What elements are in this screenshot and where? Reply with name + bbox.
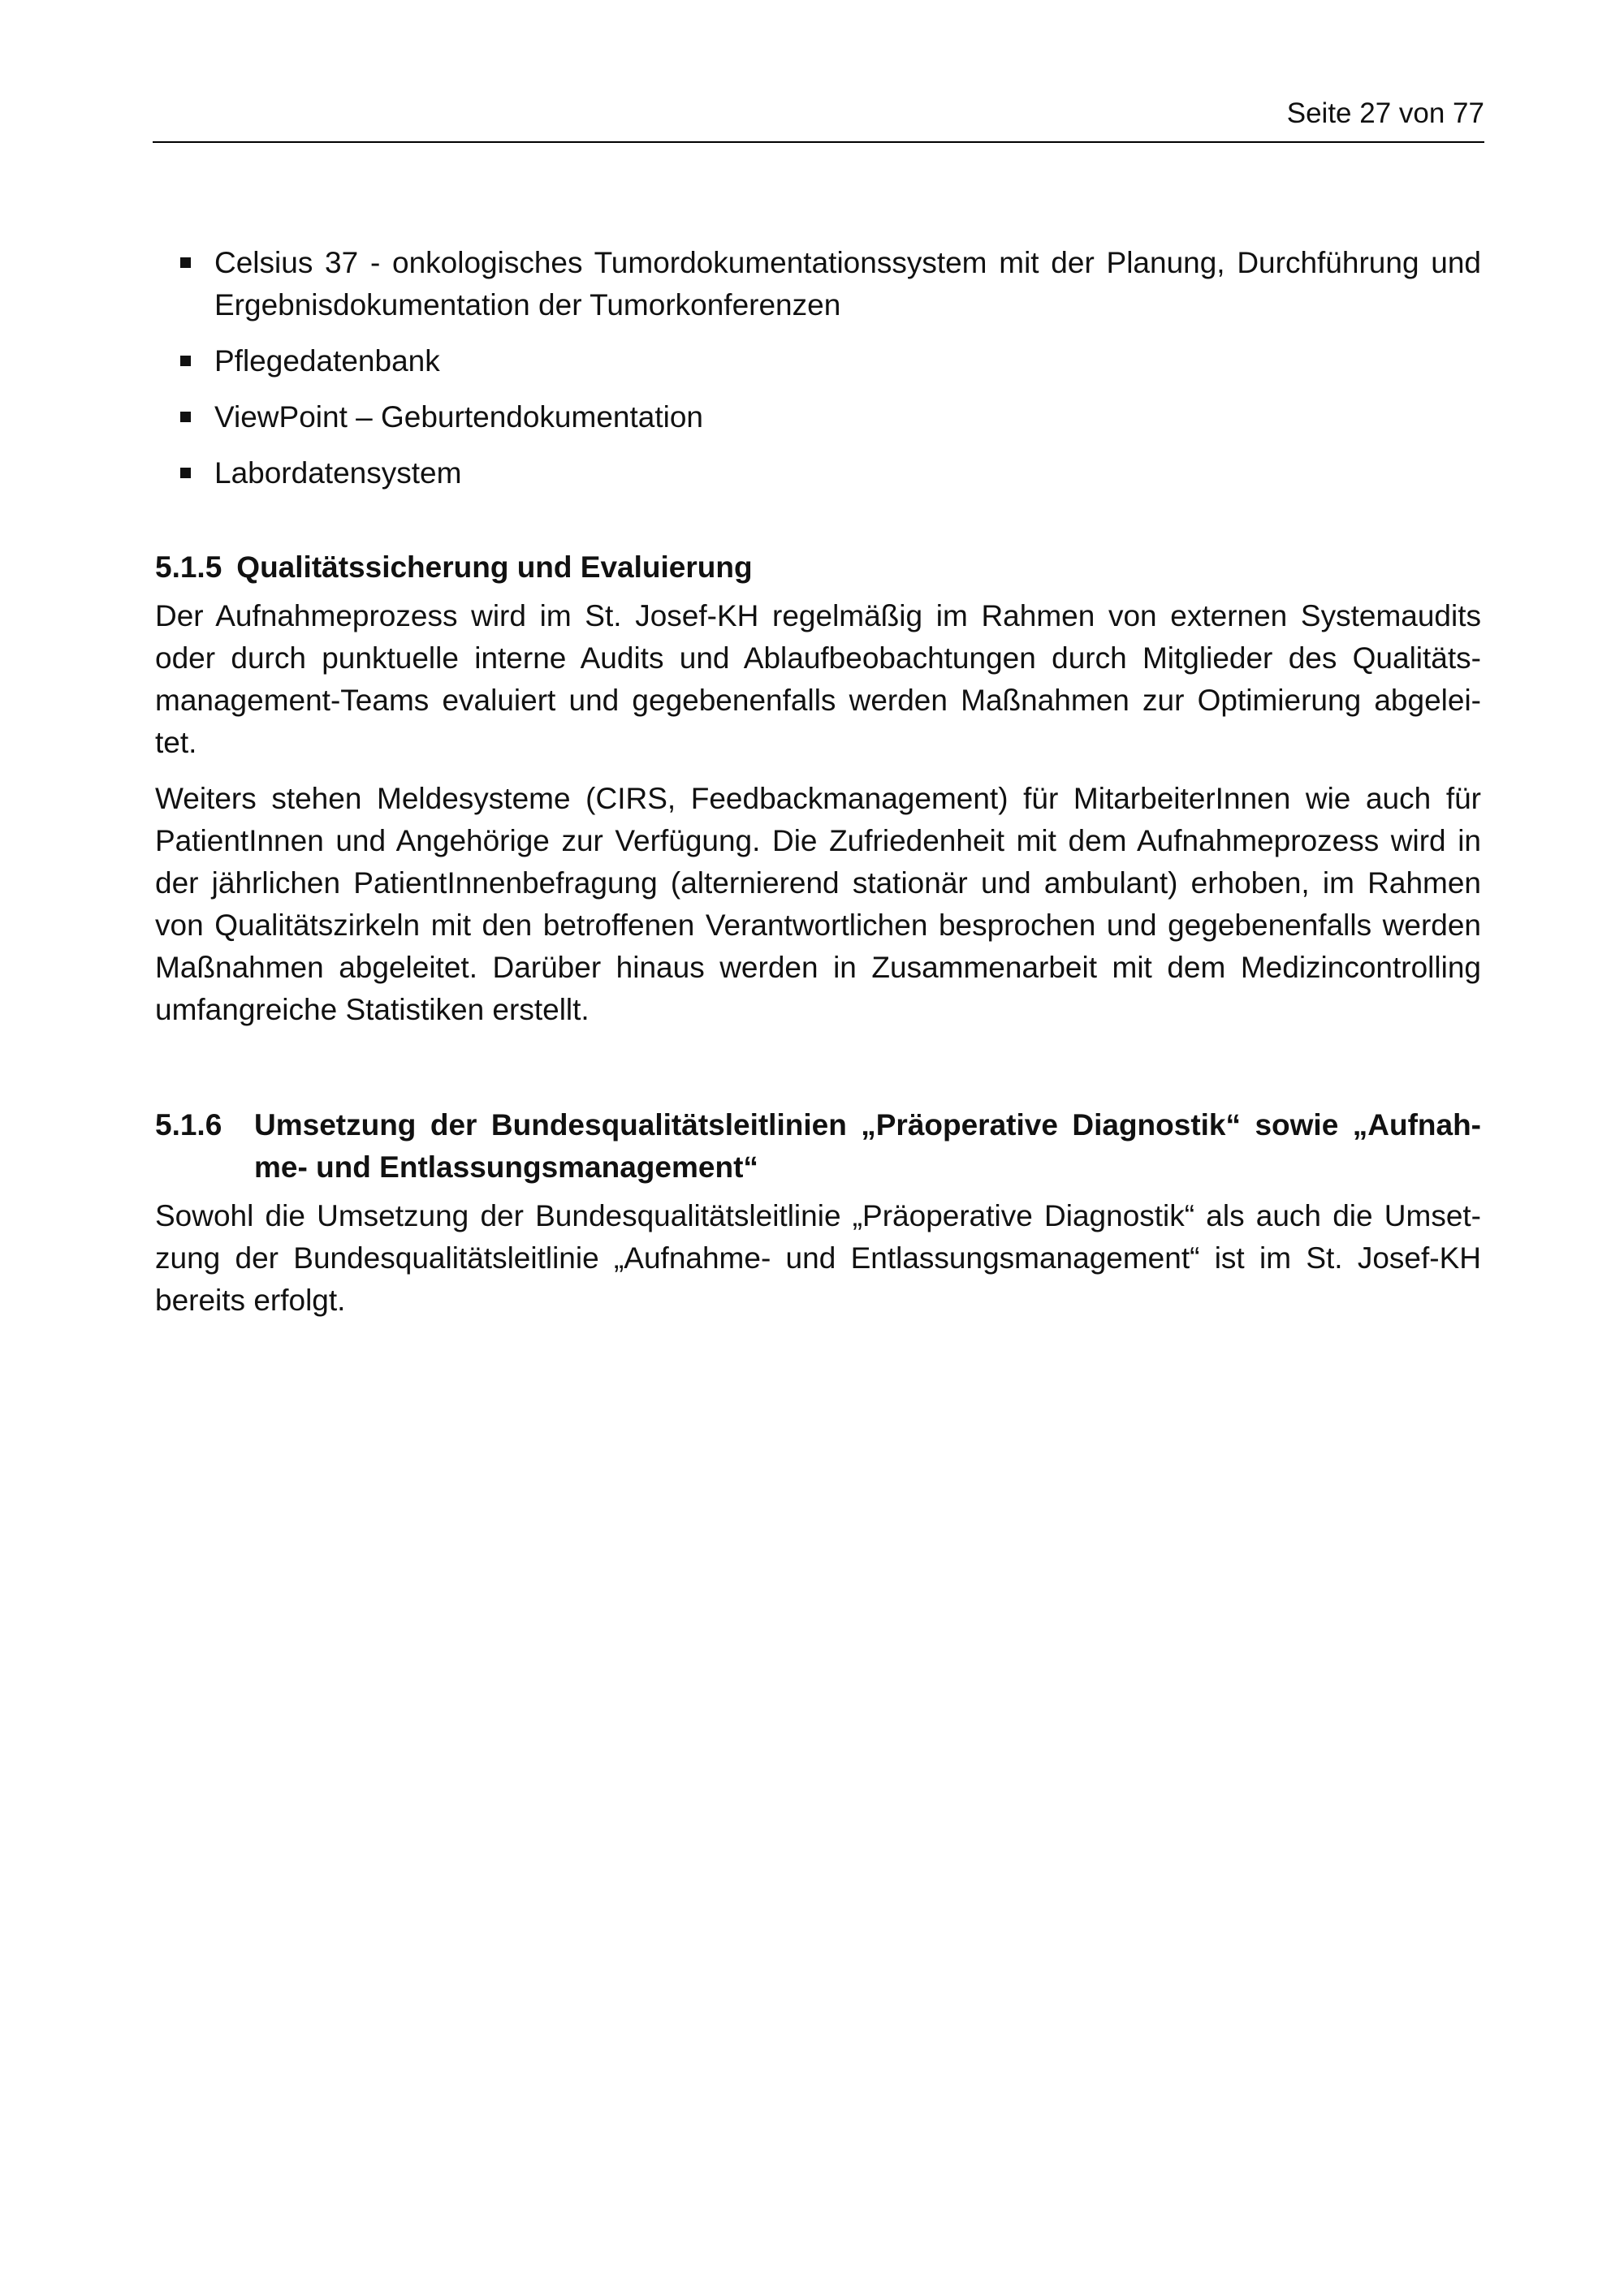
page-number: Seite 27 von 77 (1286, 97, 1484, 129)
section-515-paragraph-1: Der Aufnahmeprozess wird im St. Josef-KH regelmäßig im Rahmen von externen Systemaudits oder durch punktuelle interne Audits und Ablaufbeobachtungen durch Mitglieder des Qualitäts-management-Teams evaluiert und gegebenenfalls werden Maßnahmen zur Optimierung abgelei-tet. (155, 599, 1481, 759)
section-heading-515 (155, 546, 1481, 589)
section-heading-516 (155, 1104, 1481, 1189)
square-bullet-icon (180, 356, 191, 366)
square-bullet-icon (180, 468, 191, 478)
list-item (155, 242, 1481, 326)
list-item-text: Labordatensystem (214, 456, 462, 490)
section-title: Umsetzung der Bundesqualitätsleitlinien „Präoperative Diagnostik“ sowie „Aufnah-me- und Entlassungsmanagement“ (254, 1108, 1481, 1184)
square-bullet-icon (180, 412, 191, 422)
page-content (155, 242, 1481, 1336)
list-item (155, 396, 1481, 438)
page-header (153, 91, 1484, 143)
section-title: Qualitätssicherung und Evaluierung (236, 550, 753, 584)
section-515-paragraph-2: Weiters stehen Meldesysteme (CIRS, Feedbackmanagement) für MitarbeiterInnen wie auch für PatientInnen und Angehörige zur Verfügung. Die Zufriedenheit mit dem Aufnahmeprozess wird in der jährlichen PatientInnenbefragung (alternierend stationär und ambulant) erhoben, im Rahmen von Qualitätszirkeln mit den betroffenen Verantwortlichen besprochen und gegebenenfalls werden Maßnahmen abgeleitet. Darüber hinaus werden in Zusammenarbeit mit dem Medizincontrolling umfangreiche Statistiken erstellt. (155, 782, 1481, 1026)
list-item (155, 452, 1481, 494)
list-item-text: Celsius 37 - onkologisches Tumordokumentationssystem mit der Planung, Durchführung und Ergebnisdokumentation der Tumorkonferenzen (214, 246, 1481, 322)
list-item (155, 340, 1481, 382)
list-item-text: ViewPoint – Geburtendokumentation (214, 400, 703, 434)
system-bullet-list (155, 242, 1481, 494)
section-number: 5.1.5 (155, 550, 222, 584)
list-item-text: Pflegedatenbank (214, 344, 440, 378)
section-number: 5.1.6 (155, 1108, 222, 1142)
square-bullet-icon (180, 257, 191, 268)
section-516-paragraph-1: Sowohl die Umsetzung der Bundesqualitätsleitlinie „Präoperative Diagnostik“ als auch die Umset-zung der Bundesqualitätsleitlinie „Aufnahme- und Entlassungsmanagement“ ist im St. Josef-KH bereits erfolgt. (155, 1199, 1481, 1317)
